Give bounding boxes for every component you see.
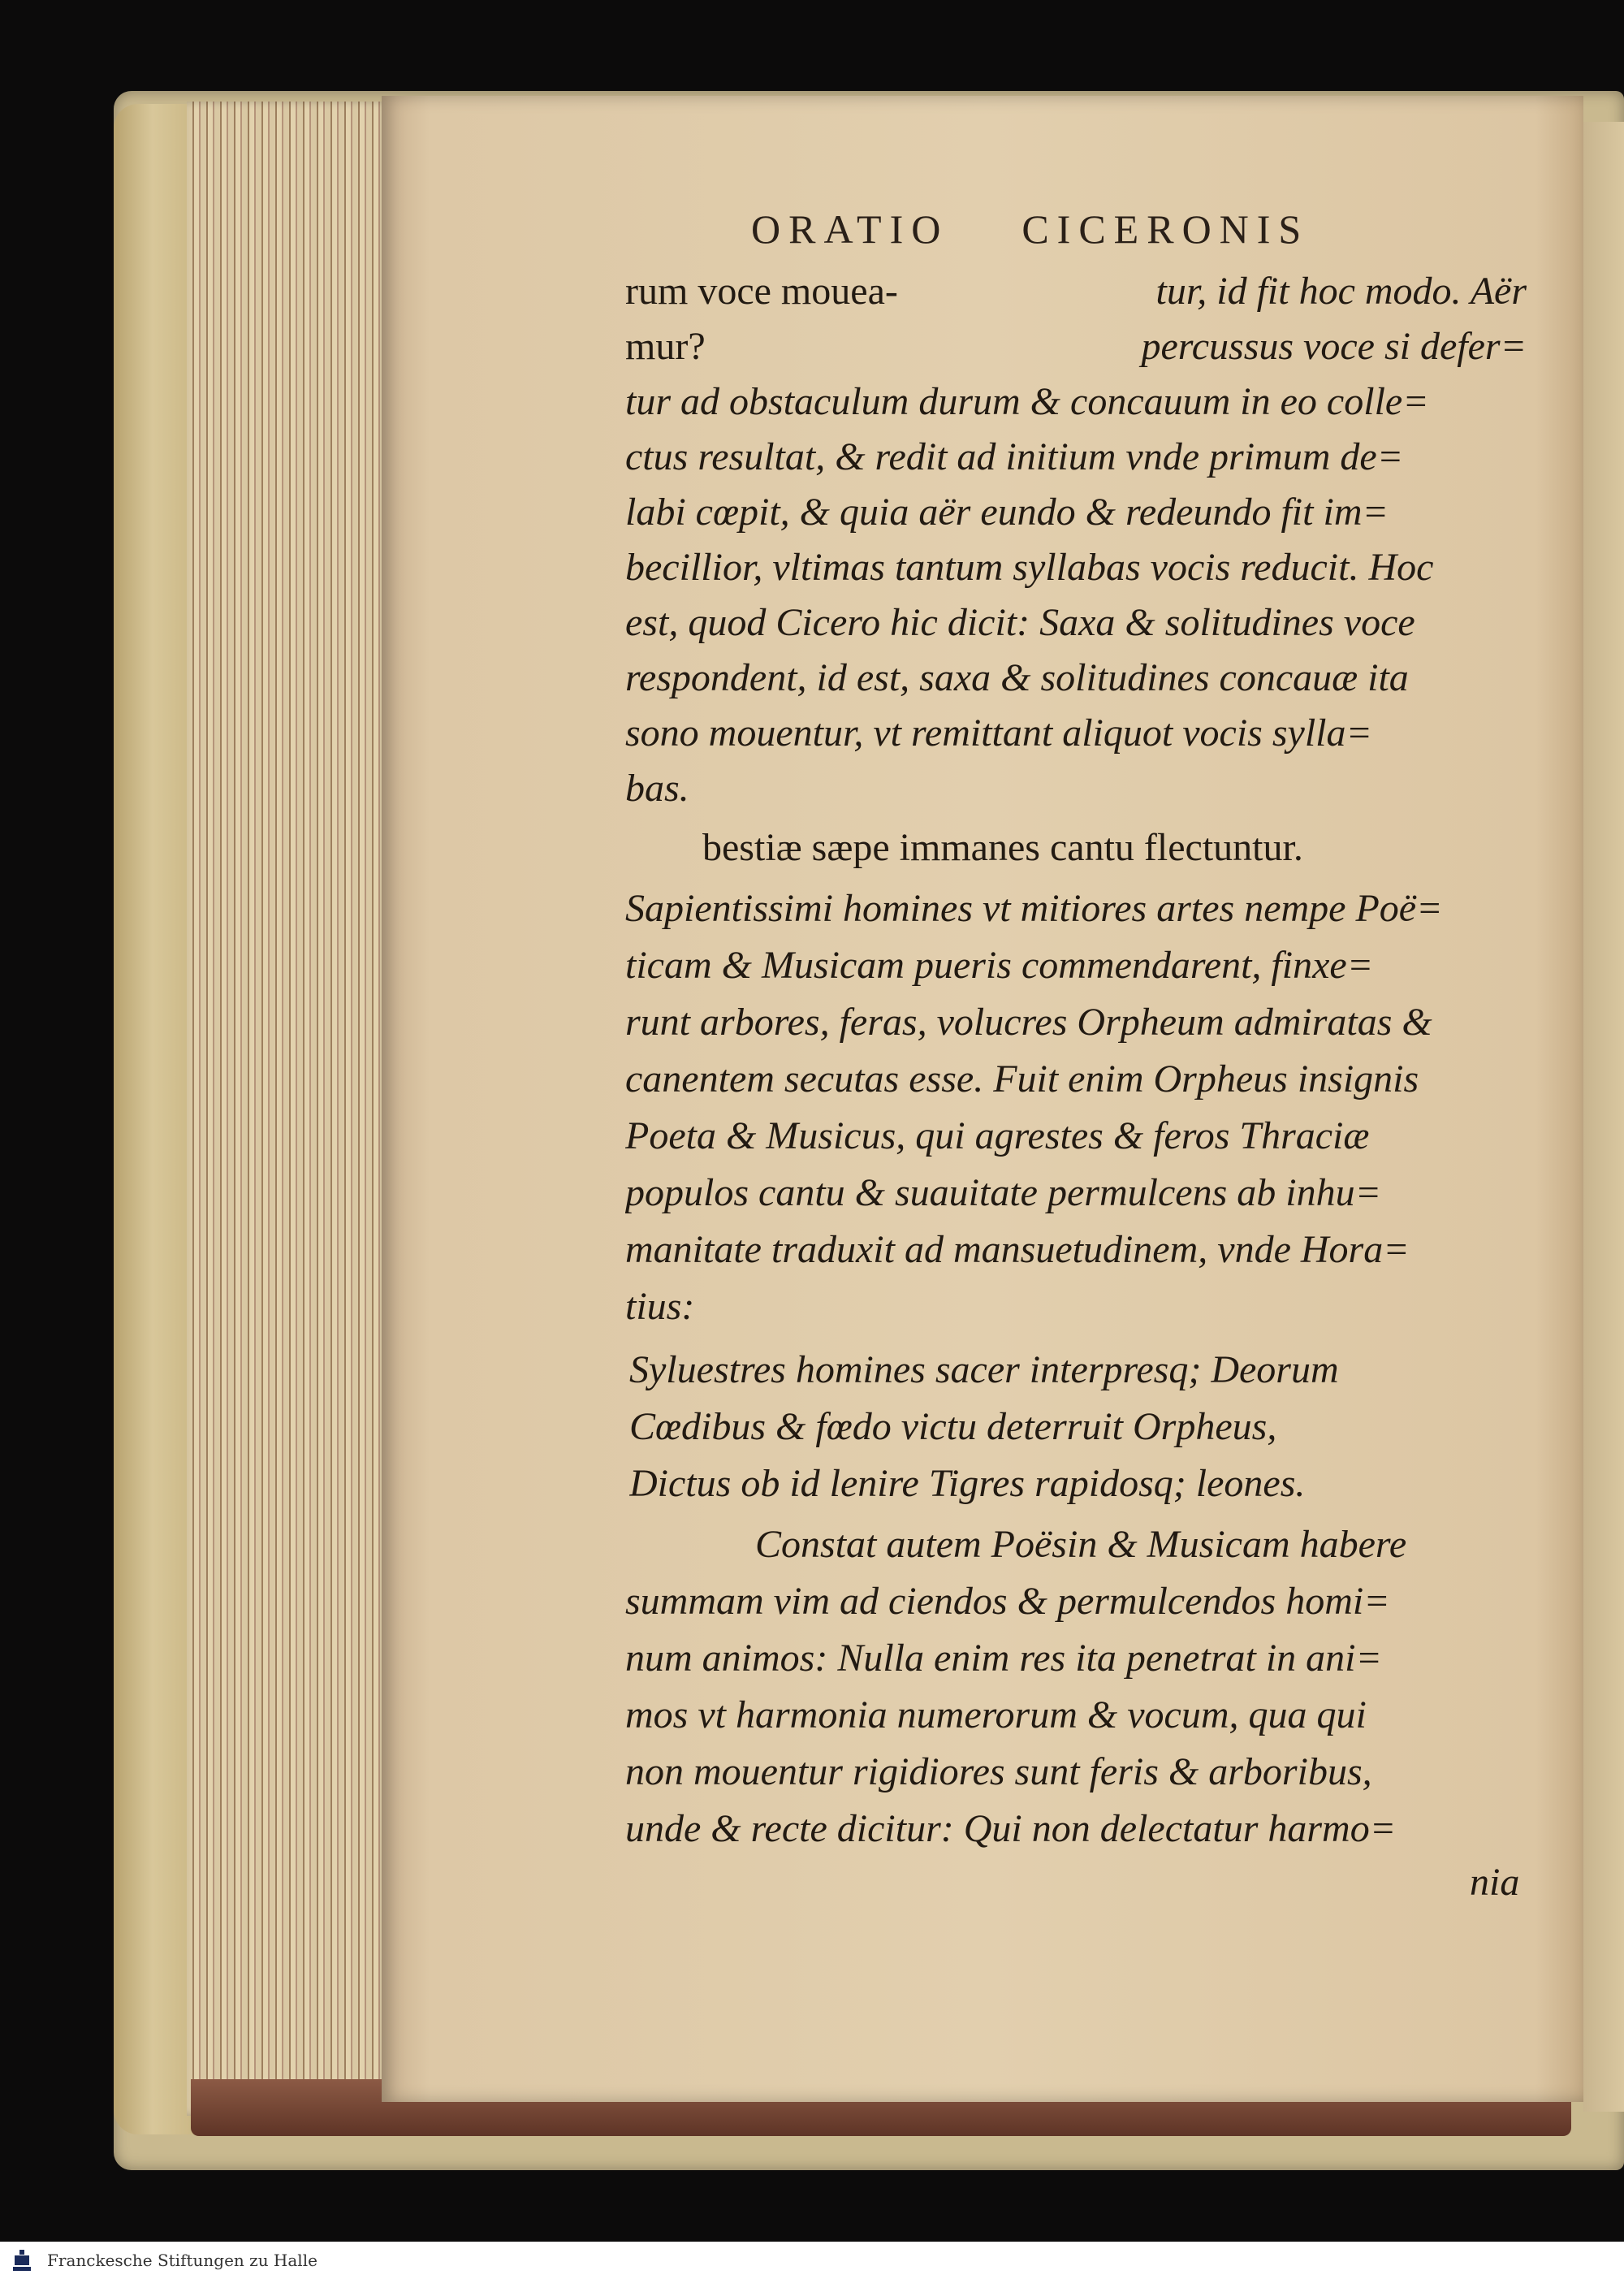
text-line: num animos: Nulla enim res ita penetrat in ani= — [625, 1637, 1382, 1680]
text-line-2 — [625, 319, 1527, 374]
text-line: summam vim ad ciendos & permulcendos homi= — [625, 1580, 1390, 1623]
text-line: Constat autem Poësin & Musicam habere — [755, 1523, 1407, 1566]
text-line: tius: — [625, 1285, 695, 1328]
lemma-line: bestiæ sæpe immanes cantu flectuntur. — [702, 826, 1303, 869]
verse-line: Cœdibus & fœdo victu deterruit Orpheus, — [629, 1405, 1277, 1448]
running-header — [751, 205, 1506, 253]
header-left: ORATIO — [751, 206, 949, 252]
text-line: Poeta & Musicus, qui agrestes & feros Thraciæ — [625, 1114, 1370, 1157]
text-line: sono mouentur, vt remittant aliquot vocis sylla= — [625, 711, 1372, 755]
text-line: unde & recte dicitur: Qui non delectatur harmo= — [625, 1807, 1397, 1850]
line1-left: rum voce mouea- — [625, 270, 898, 313]
text-line: canentem secutas esse. Fuit enim Orpheus insignis — [625, 1057, 1419, 1101]
text-line: populos cantu & suauitate permulcens ab inhu= — [625, 1171, 1381, 1214]
text-line: non mouentur rigidiores sunt feris & arboribus, — [625, 1750, 1372, 1793]
line2-right: percussus voce si defer= — [1141, 325, 1527, 368]
text-line: respondent, id est, saxa & solitudines concauæ ita — [625, 656, 1409, 699]
text-line: becillior, vltimas tantum syllabas vocis reducit. Hoc — [625, 546, 1434, 589]
text-line-1 — [625, 264, 1527, 319]
header-right: CICERONIS — [1021, 206, 1310, 252]
text-line: est, quod Cicero hic dicit: Saxa & solitudines voce — [625, 601, 1415, 644]
text-line: bas. — [625, 767, 689, 810]
text-line: labi cœpit, & quia aër eundo & redeundo fit im= — [625, 491, 1389, 534]
line1-right: tur, id fit hoc modo. Aër — [1155, 270, 1527, 313]
footer-text: Franckesche Stiftungen zu Halle — [47, 2251, 317, 2270]
text-line: manitate traduxit ad mansuetudinem, vnde Hora= — [625, 1228, 1410, 1271]
verse-line: Dictus ob id lenire Tigres rapidosq; leones. — [629, 1462, 1306, 1505]
text-line: ctus resultat, & redit ad initium vnde primum de= — [625, 435, 1404, 478]
verse-line: Syluestres homines sacer interpresq; Deorum — [629, 1348, 1339, 1391]
footer-bar — [0, 2242, 1624, 2279]
institution-logo-icon — [8, 2247, 36, 2274]
text-line: mos vt harmonia numerorum & vocum, qua qui — [625, 1693, 1367, 1736]
catchword: nia — [1470, 1861, 1520, 1904]
text-line: ticam & Musicam pueris commendarent, finxe= — [625, 944, 1374, 987]
line2-left: mur? — [625, 325, 706, 368]
text-line: Sapientissimi homines vt mitiores artes nempe Poë= — [625, 887, 1443, 930]
facing-page-strip — [1583, 122, 1624, 2112]
page-edges — [187, 102, 390, 2116]
text-line: tur ad obstaculum durum & concauum in eo colle= — [625, 380, 1429, 423]
text-line: runt arbores, feras, volucres Orpheum admiratas & — [625, 1001, 1432, 1044]
